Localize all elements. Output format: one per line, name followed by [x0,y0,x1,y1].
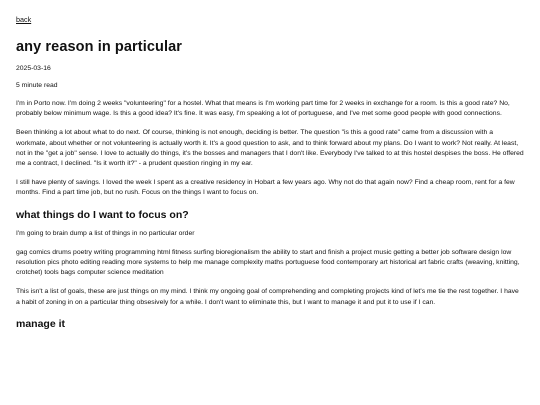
paragraph: gag comics drums poetry writing programming html fitness surfing bioregionalism the ability to start and finish a project music getting a better job software design low resolution pics photo editing reading more systems to help me manage complexity maths portuguese food contemporary art historical art fabric crafts (weaving, knitting, crotchet) tools bags computer science meditation [16,248,520,277]
post-title: any reason in particular [16,39,182,55]
paragraph: I'm going to brain dump a list of things in no particular order [16,229,195,237]
section-heading: manage it [16,317,66,330]
paragraph: This isn't a list of goals, these are just things on my mind. I think my ongoing goal of comprehending and completing projects kind of let's me tie the rest together. I have a habit of zoning in on a particular thing obsesively for a while. I don't want to eliminate this, but I want to manage it and put it to use if I can. [16,288,519,306]
paragraph: Been thinking a lot about what to do next. Of course, thinking is not enough, deciding is better. The question "is this a good rate" came from a discussion with a workmate, about whether or not volunteering is actually worth it. It's a good question to ask, and to think forward about my plans. Do I want to work? Not really. At least, not in the "get a job" sense. I love to actually do things, it's the bosses and managers that I don't like. Everybody I've talked to at this hostel despises the boss. He offered me a contract, I declined. "Is it worth it?" - a prudent question ringing in my ear. [16,129,524,168]
post-date: 2025-03-16 [16,65,51,72]
back-link[interactable]: back [16,15,32,24]
paragraph: I'm in Porto now. I'm doing 2 weeks "volunteering" for a hostel. What that means is I'm working part time for 2 weeks in exchange for a room. Is this a good rate? No, probably below minimum wage. Is this a good idea? It's fine. It was easy, I'm speaking a lot of portuguese, and I've met some good people with good connections. [16,100,510,118]
read-time: 5 minute read [16,82,58,89]
section-heading: what things do I want to focus on? [16,208,189,221]
paragraph: I still have plenty of savings. I loved the week I spent as a creative residency in Hobart a few years ago. Why not do that again now? Find a cheap room, rent for a few months. Find a part time job, but no rush. Focus on the things I want to focus on. [16,179,515,197]
